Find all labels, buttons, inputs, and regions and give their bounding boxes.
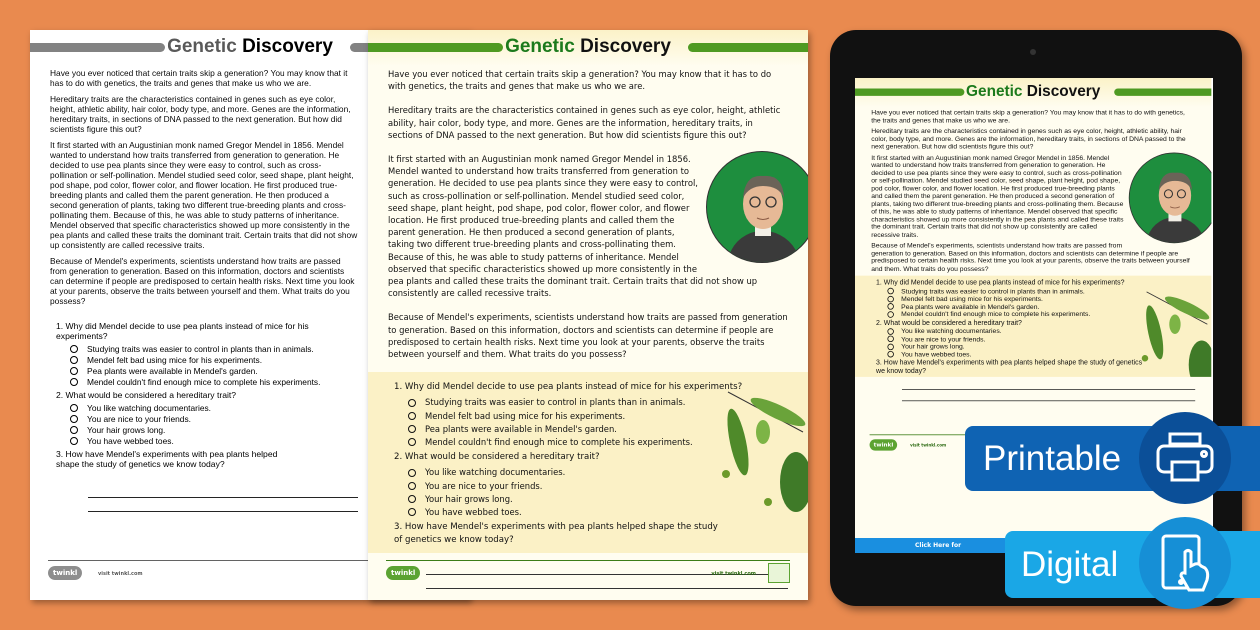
digital-badge: [1005, 531, 1260, 598]
paragraph: It first started with an Augustinian monk named Gregor Mendel in 1856. Mendel wanted to understand how traits transferred from generation to generation. He decided to use pea plants since they were easy to control, such as cross-pollination or self-pollination. Mendel studied seed color, seed shape, plant height, pod shape, pod color, flower color, and flower location. He first produced true-breeding plants and called them the parent generation. He then produced a second generation of plants, taking two different true-breeding plants and cross-pollinating them. Because of this, he was able to study patterns of inheritance. Mendel observed that specific characteristics showed up more consistently in the pea plants and called these traits the dominant trait. Certain traits that did not show up consistently are called recessive traits.: [871, 152, 1124, 238]
radio-circle-icon[interactable]: [70, 415, 78, 423]
pea-pod-illustration: [718, 382, 808, 512]
radio-circle-icon[interactable]: [887, 328, 893, 334]
paragraph: It first started with an Augustinian monk named Gregor Mendel in 1856. Mendel wanted to understand how traits transferred from generation to generation. He decided to use pea plants since they were easy to control, such as cross-pollination or self-pollination. Mendel studied seed color, seed shape, plant height, pod shape, pod color, flower color, and flower location. He first produced true-breeding plants and called them the parent generation. He then produced a second generation of plants, taking two different true-breeding plants and cross-pollinating them. Because of this, he was able to study patterns of inheritance. Mendel observed that specific characteristics showed up more consistently in the pea plants and called these traits the dominant trait. Certain traits that did not show up consistently are called recessive traits.: [50, 140, 358, 250]
radio-circle-icon[interactable]: [70, 378, 78, 386]
radio-circle-icon[interactable]: [70, 426, 78, 434]
answer-line[interactable]: [88, 484, 358, 498]
worksheet-body: [368, 66, 808, 589]
worksheet-printable-color: [368, 30, 808, 600]
answer-lines[interactable]: [871, 377, 1195, 401]
answer-option[interactable]: Studying traits was easier to control in plants than in animals.: [70, 344, 358, 354]
paragraph: Hereditary traits are the characteristics contained in genes such as eye color, height, athletic ability, hair color, body type, and more. Genes are the information, hereditary traits, in sections of DNA passed to the next generation. But how did scientists figure this out?: [388, 105, 781, 140]
worksheet-title: Genetic Discovery: [966, 82, 1101, 100]
answer-line[interactable]: [902, 379, 1195, 390]
worksheet-body: [855, 107, 1211, 401]
questions-section: [368, 372, 808, 552]
twinkl-logo: twinkl: [48, 566, 82, 580]
footer-url: visit twinkl.com: [98, 571, 143, 577]
question-1: 1. Why did Mendel decide to use pea plants instead of mice for his experiments?: [394, 382, 743, 393]
answer-option[interactable]: You have webbed toes.: [408, 506, 788, 518]
answer-option[interactable]: Your hair grows long.: [70, 425, 358, 435]
paragraph: Hereditary traits are the characteristics contained in genes such as eye color, height, athletic ability, hair color, body type, and more. Genes are the information, hereditary traits, in sections of DNA passed to the next generation. But how did scientists figure this out?: [871, 126, 1186, 151]
footer-url: visit twinkl.com: [910, 443, 947, 449]
question-2: 2. What would be considered a hereditary trait?: [56, 390, 237, 400]
camera-icon: [1030, 49, 1036, 55]
answer-option[interactable]: Mendel felt bad using mice for his experiments.: [70, 355, 358, 365]
radio-circle-icon[interactable]: [887, 296, 893, 302]
radio-circle-icon[interactable]: [408, 495, 416, 503]
question-1: 1. Why did Mendel decide to use pea plants instead of mice for his experiments?: [56, 321, 309, 341]
question-3: 3. How have Mendel's experiments with pea plants helped shape the study of genetics we know today?: [394, 522, 718, 545]
paragraph: Have you ever noticed that certain traits skip a generation? You may know that it has to do with genetics, the traits and genes that make us who we are.: [871, 107, 1185, 124]
answer-option[interactable]: You are nice to your friends.: [887, 335, 1195, 343]
question-3: 3. How have Mendel's experiments with pea plants helped shape the study of genetics we know today?: [56, 449, 278, 469]
answer-option[interactable]: Studying traits was easier to control in plants than in animals.: [408, 396, 788, 408]
answer-option[interactable]: Your hair grows long.: [408, 493, 788, 505]
answer-option[interactable]: Mendel felt bad using mice for his experiments.: [408, 410, 788, 422]
answer-option[interactable]: Pea plants were available in Mendel's garden.: [887, 303, 1195, 311]
radio-circle-icon[interactable]: [408, 425, 416, 433]
answer-line[interactable]: [902, 390, 1195, 401]
answer-option[interactable]: You have webbed toes.: [70, 436, 358, 446]
digital-label: Digital: [1021, 544, 1119, 584]
radio-circle-icon[interactable]: [408, 508, 416, 516]
paragraph: It first started with an Augustinian monk named Gregor Mendel in 1856. Mendel wanted to understand how traits transferred from generation to generation. He decided to use pea plants since they were easy to control, such as cross-pollination or self-pollination. Mendel studied seed color, seed shape, plant height, pod shape, pod color, flower color, and flower location. He first produced true-breeding plants and called them the parent generation. He then produced a second generation of plants, taking two different true-breeding plants and cross-pollinating them. Because of this, he was able to study patterns of inheritance. Mendel observed that specific characteristics showed up more consistently in the pea plants and called these traits the dominant trait. Certain traits that did not show up consistently are called recessive traits.: [388, 154, 758, 299]
answer-option[interactable]: You like watching documentaries.: [408, 466, 788, 478]
answer-option[interactable]: Mendel felt bad using mice for his experiments.: [887, 295, 1195, 303]
questions-section: [855, 276, 1211, 377]
footer-url: visit twinkl.com: [711, 571, 756, 577]
answer-option[interactable]: Pea plants were available in Mendel's garden.: [70, 366, 358, 376]
mendel-portrait: [1129, 152, 1212, 243]
radio-circle-icon[interactable]: [70, 345, 78, 353]
radio-circle-icon[interactable]: [70, 356, 78, 364]
radio-circle-icon[interactable]: [887, 288, 893, 294]
radio-circle-icon[interactable]: [887, 303, 893, 309]
radio-circle-icon[interactable]: [408, 469, 416, 477]
mendel-portrait: [706, 151, 808, 263]
click-here-bar[interactable]: Click Here for: [855, 538, 1213, 553]
worksheet-title: Genetic Discovery: [505, 36, 671, 57]
radio-circle-icon[interactable]: [70, 367, 78, 375]
answer-option[interactable]: You are nice to your friends.: [70, 414, 358, 424]
quality-badge-icon: [768, 563, 790, 583]
question-2: 2. What would be considered a hereditary trait?: [394, 452, 600, 463]
radio-circle-icon[interactable]: [887, 336, 893, 342]
worksheet-title: Genetic Discovery: [167, 36, 333, 57]
answer-option[interactable]: You are nice to your friends.: [408, 480, 788, 492]
paragraph: Because of Mendel's experiments, scientists understand how traits are passed from generation to generation. Based on this information, doctors and scientists can determine if people are predisposed to certain health risks. Next time you look at your parents, observe the traits between yourself and them. What traits do you possess?: [388, 312, 788, 360]
radio-circle-icon[interactable]: [408, 399, 416, 407]
printable-badge: [965, 426, 1260, 491]
printable-label: Printable: [983, 438, 1122, 478]
answer-option[interactable]: You have webbed toes.: [887, 351, 1195, 359]
answer-line[interactable]: [88, 498, 358, 512]
answer-lines[interactable]: [50, 476, 358, 512]
question-3: 3. How have Mendel's experiments with pea plants helped shape the study of genetics we know today?: [876, 358, 1143, 375]
title-banner: [855, 78, 1211, 107]
paragraph: Have you ever noticed that certain traits skip a generation? You may know that it has to do with genetics, the traits and genes that make us who we are.: [50, 68, 348, 88]
twinkl-logo: twinkl: [870, 439, 898, 450]
radio-circle-icon[interactable]: [408, 482, 416, 490]
answer-option[interactable]: Studying traits was easier to control in plants than in animals.: [887, 287, 1195, 295]
answer-option[interactable]: Your hair grows long.: [887, 343, 1195, 351]
question-2: 2. What would be considered a hereditary trait?: [876, 318, 1022, 327]
paragraph: Because of Mendel's experiments, scientists understand how traits are passed from generation to generation. Based on this information, doctors and scientists can determine if people are predisposed to certain health risks. Next time you look at your parents, observe the traits between yourself and them. What traits do you possess?: [50, 256, 355, 306]
answer-option[interactable]: Mendel couldn't find enough mice to complete his experiments.: [887, 310, 1195, 318]
paragraph: Have you ever noticed that certain traits skip a generation? You may know that it has to do with genetics, the traits and genes that make us who we are.: [388, 69, 772, 92]
tablet-touch-icon: [1139, 517, 1231, 609]
answer-option[interactable]: Mendel couldn't find enough mice to complete his experiments.: [70, 377, 358, 387]
printer-icon: [1139, 412, 1231, 504]
radio-circle-icon[interactable]: [887, 351, 893, 357]
radio-circle-icon[interactable]: [887, 311, 893, 317]
question-1: 1. Why did Mendel decide to use pea plants instead of mice for his experiments?: [876, 278, 1125, 287]
radio-circle-icon[interactable]: [70, 404, 78, 412]
radio-circle-icon[interactable]: [70, 437, 78, 445]
answer-option[interactable]: Mendel couldn't find enough mice to complete his experiments.: [408, 436, 788, 448]
twinkl-logo: twinkl: [386, 566, 420, 580]
answer-option[interactable]: Pea plants were available in Mendel's garden.: [408, 423, 788, 435]
worksheet-footer: [386, 560, 790, 586]
questions-section: [30, 312, 378, 476]
radio-circle-icon[interactable]: [408, 438, 416, 446]
radio-circle-icon[interactable]: [887, 343, 893, 349]
paragraph: Hereditary traits are the characteristics contained in genes such as eye color, height, athletic ability, hair color, body type, and more. Genes are the information, hereditary traits, in sections of DNA passed to the next generation. But how did scientists figure this out?: [50, 94, 351, 134]
title-banner: [368, 30, 808, 66]
radio-circle-icon[interactable]: [408, 412, 416, 420]
answer-option[interactable]: You like watching documentaries.: [70, 403, 358, 413]
pea-pod-illustration: [1139, 284, 1212, 377]
answer-option[interactable]: You like watching documentaries.: [887, 327, 1195, 335]
paragraph: Because of Mendel's experiments, scientists understand how traits are passed from generation to generation. Based on this information, doctors and scientists can determine if people are predisposed to certain health risks. Next time you look at your parents, observe the traits between yourself and them. What traits do you possess?: [871, 240, 1190, 272]
